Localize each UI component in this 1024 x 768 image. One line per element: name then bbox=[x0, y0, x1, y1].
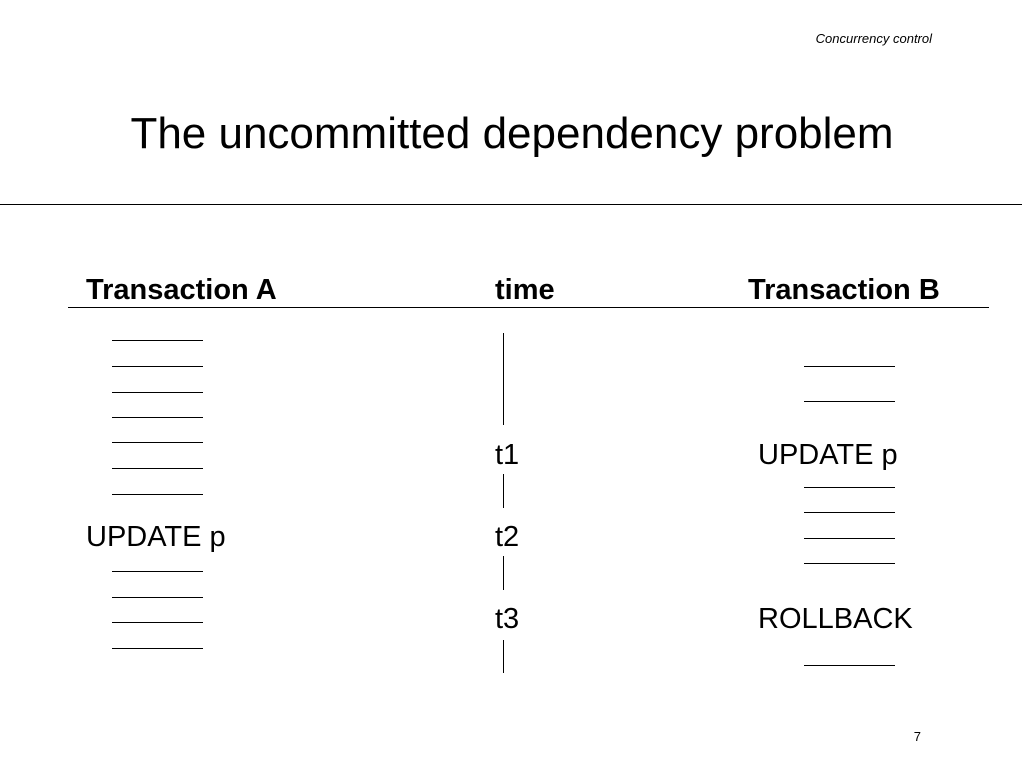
activity-line bbox=[804, 487, 895, 488]
page-number: 7 bbox=[913, 729, 921, 744]
activity-line bbox=[804, 563, 895, 564]
time-label-t1: t1 bbox=[495, 439, 520, 471]
activity-line bbox=[112, 340, 203, 341]
activity-line bbox=[804, 512, 895, 513]
time-axis-segment bbox=[503, 474, 504, 508]
time-axis-segment bbox=[503, 556, 504, 590]
activity-line bbox=[112, 468, 203, 469]
title-divider bbox=[0, 204, 1022, 205]
time-axis-segment bbox=[503, 333, 504, 425]
transaction-b-rollback: ROLLBACK bbox=[758, 603, 913, 635]
header-transaction-b: Transaction B bbox=[748, 274, 940, 306]
activity-line bbox=[804, 366, 895, 367]
activity-line bbox=[804, 538, 895, 539]
activity-line bbox=[112, 648, 203, 649]
header-divider bbox=[68, 307, 989, 308]
transaction-a-update: UPDATE p bbox=[86, 521, 226, 553]
activity-line bbox=[112, 622, 203, 623]
header-time: time bbox=[495, 274, 555, 306]
time-label-t3: t3 bbox=[495, 603, 520, 635]
time-axis-segment bbox=[503, 640, 504, 673]
slide-title: The uncommitted dependency problem bbox=[130, 109, 894, 158]
activity-line bbox=[112, 571, 203, 572]
activity-line bbox=[112, 392, 203, 393]
activity-line bbox=[804, 665, 895, 666]
activity-line bbox=[804, 401, 895, 402]
activity-line bbox=[112, 597, 203, 598]
activity-line bbox=[112, 494, 203, 495]
slide-header: Concurrency control bbox=[815, 31, 932, 46]
transaction-b-update: UPDATE p bbox=[758, 439, 898, 471]
activity-line bbox=[112, 442, 203, 443]
time-label-t2: t2 bbox=[495, 521, 520, 553]
activity-line bbox=[112, 417, 203, 418]
activity-line bbox=[112, 366, 203, 367]
header-transaction-a: Transaction A bbox=[86, 274, 277, 306]
